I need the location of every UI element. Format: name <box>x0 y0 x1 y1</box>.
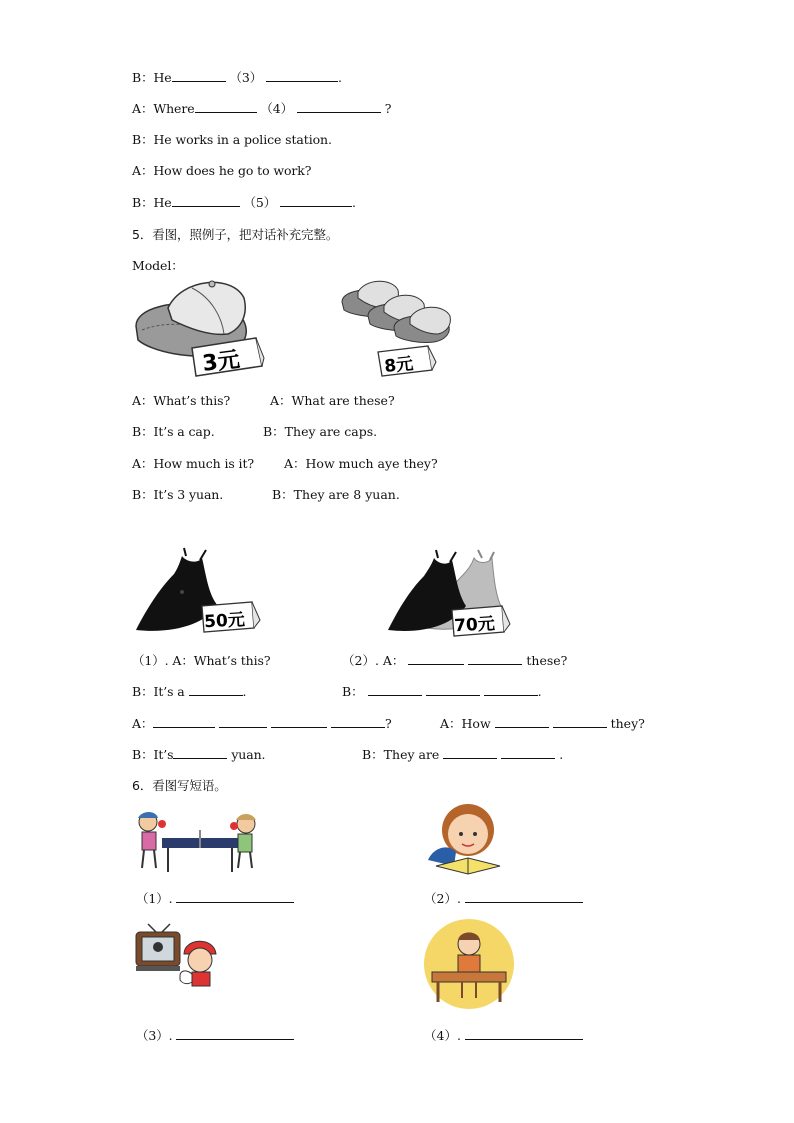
answer-blank[interactable] <box>280 194 352 207</box>
answer-blank[interactable] <box>553 715 607 728</box>
q6-item-2: （2）. <box>424 889 583 907</box>
answer-blank[interactable] <box>172 69 226 82</box>
q6-item-3: （3）. <box>136 1026 294 1044</box>
answer-blank[interactable] <box>368 683 422 696</box>
price-tag-2 <box>374 344 438 380</box>
model-right-1: A：What are these? <box>270 393 395 408</box>
dialog-line-4: A：How does he go to work? <box>132 163 312 178</box>
ex2-line-4: B：They are . <box>362 747 564 762</box>
q6-item-4: （4）. <box>424 1026 583 1044</box>
model-left-2: B：It’s a cap. <box>132 424 215 439</box>
answer-blank[interactable] <box>443 746 497 759</box>
dialog-line-3: B：He works in a police station. <box>132 132 332 147</box>
answer-blank[interactable] <box>465 1027 583 1040</box>
model-label: Model： <box>132 258 184 273</box>
boy-at-desk-image <box>422 918 516 1010</box>
question-5-title: 5．看图，照例子，把对话补充完整。 <box>132 227 339 242</box>
model-left-1: A：What’s this? <box>132 393 231 408</box>
answer-blank[interactable] <box>189 683 243 696</box>
model-left-4: B：It’s 3 yuan. <box>132 487 224 502</box>
model-right-4: B：They are 8 yuan. <box>272 487 400 502</box>
answer-blank[interactable] <box>172 194 240 207</box>
answer-blank[interactable] <box>408 652 464 665</box>
price-tag-1-text: 3元 <box>201 347 242 377</box>
ex1-line-2: B：It’s a . <box>132 684 247 699</box>
answer-blank[interactable] <box>266 69 338 82</box>
caps-image <box>340 280 452 350</box>
ex2-line-3: A：How they? <box>440 716 645 731</box>
ping-pong-image <box>134 810 266 876</box>
answer-blank[interactable] <box>173 746 227 759</box>
model-right-2: B：They are caps. <box>263 424 378 439</box>
price-tag-3 <box>198 600 262 636</box>
q6-item-1: （1）. <box>136 889 294 907</box>
question-6-title: 6．看图写短语。 <box>132 778 227 793</box>
ex1-line-3: A： ? <box>132 716 392 731</box>
price-tag-4 <box>448 604 514 640</box>
model-right-3: A：How much aye they? <box>284 456 438 471</box>
answer-blank[interactable] <box>271 715 327 728</box>
answer-blank[interactable] <box>219 715 267 728</box>
answer-blank[interactable] <box>297 100 381 113</box>
answer-blank[interactable] <box>484 683 538 696</box>
ex1-line-1: （1）. A：What’s this? <box>132 653 271 668</box>
dialog-line-1: B：He （3） . <box>132 70 342 85</box>
answer-blank[interactable] <box>501 746 555 759</box>
reading-girl-image <box>424 800 502 880</box>
answer-blank[interactable] <box>195 100 257 113</box>
ex2-line-2: B： . <box>342 684 542 699</box>
watching-tv-image <box>134 920 218 990</box>
ex1-line-4: B：It’s yuan. <box>132 747 266 762</box>
dialog-line-2: A：Where （4） ? <box>132 101 392 116</box>
answer-blank[interactable] <box>495 715 549 728</box>
model-left-3: A：How much is it? <box>132 456 254 471</box>
answer-blank[interactable] <box>176 1027 294 1040</box>
price-tag-2-text: 8元 <box>383 354 415 378</box>
answer-blank[interactable] <box>465 890 583 903</box>
dialog-line-5: B：He （5） . <box>132 195 356 210</box>
answer-blank[interactable] <box>176 890 294 903</box>
answer-blank[interactable] <box>468 652 522 665</box>
answer-blank[interactable] <box>426 683 480 696</box>
price-tag-1 <box>186 336 266 378</box>
price-tag-3-text: 50元 <box>203 610 246 633</box>
answer-blank[interactable] <box>331 715 385 728</box>
price-tag-4-text: 70元 <box>453 614 496 637</box>
answer-blank[interactable] <box>153 715 215 728</box>
ex2-line-1: （2）. A： these? <box>342 653 568 668</box>
